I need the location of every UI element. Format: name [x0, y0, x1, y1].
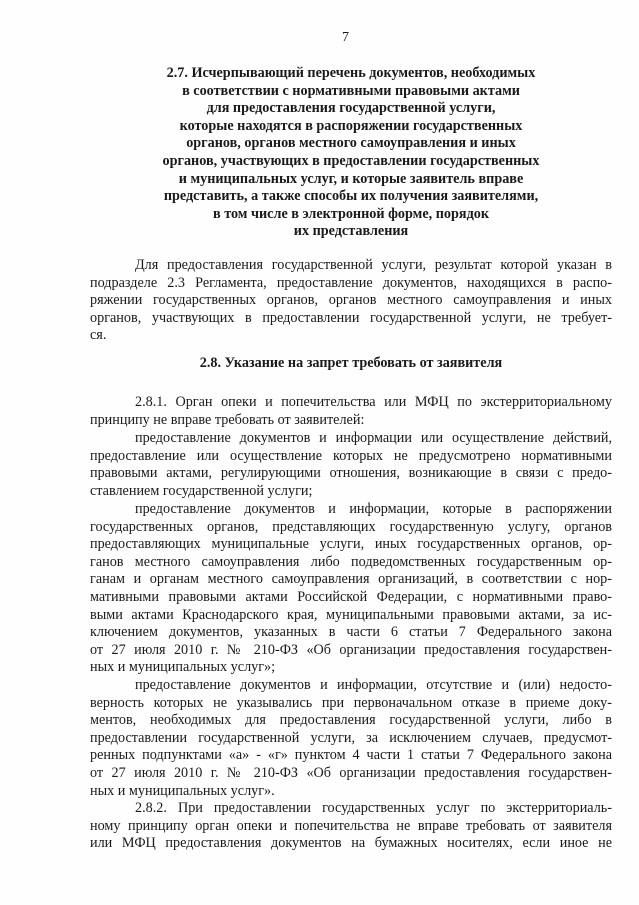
text-line: 2.8.1. Орган опеки и попечительства или МФЦ по экстерриториальному [135, 394, 612, 410]
text-line: ных и муниципальных услуг»; [90, 659, 276, 676]
heading-line: 2.8. Указание на запрет требовать от заявителя [199, 355, 503, 371]
heading-line: в соответствии с нормативными правовыми актами [182, 82, 520, 99]
paragraph-2-8-2 [90, 800, 612, 853]
text-line: или МФЦ предоставления документов на бумажных носителях, если иное не [90, 835, 612, 852]
text-line: Для предоставления государственной услуги, результат которой указан в [135, 257, 612, 273]
text-line: правовыми актами, регулирующими отношения, возникающие в связи с предо- [90, 465, 612, 482]
text-line: предоставление документов и информации, которые в распоряжении [135, 501, 612, 517]
text-line: ганов местного самоуправления либо подведомственных государственным ор- [90, 553, 612, 570]
text-line: ся. [90, 327, 107, 344]
section-2-7-heading [90, 65, 612, 241]
text-line: от 27 июля 2010 г. № 210-ФЗ «Об организации предоставления государствен- [90, 641, 612, 658]
text-line: ментов, необходимых для предоставления государственной услуги, либо в [90, 712, 612, 729]
list-paragraph-3 [90, 677, 612, 800]
text-line: мативными правовыми актами Российской Федерации, с нормативными право- [90, 588, 612, 605]
paragraph-2-8-1 [90, 394, 612, 429]
page-number: 7 [342, 30, 349, 45]
heading-line: в том числе в электронной форме, порядок [212, 205, 490, 222]
text-line: предоставление документов и информации или осуществление действий, [135, 430, 612, 446]
text-line: 2.8.2. При предоставлении государственных услуг по экстерриториаль- [135, 800, 612, 816]
text-line: органов, участвующих в предоставлении государственной услуги, не требует- [90, 309, 612, 326]
text-line: предоставление или осуществление которых не предусмотрено нормативными [90, 447, 612, 464]
text-line: принципу не вправе требовать от заявителей: [90, 411, 365, 428]
text-line: предоставлении государственной услуги, за исключением случаев, предусмот- [90, 729, 612, 746]
section-2-7-paragraph [90, 257, 612, 345]
text-line: ряжении государственных органов, органов местного самоуправления и иных [90, 292, 612, 309]
text-line: предоставляющих муниципальные услуги, иных государственных органов, ор- [90, 536, 612, 553]
heading-line: органов, органов местного самоуправления и иных [186, 135, 516, 152]
section-2-8-heading [90, 355, 612, 373]
heading-line: представить, а также способы их получения заявителями, [163, 188, 539, 205]
text-line: выми актами Краснодарского края, муниципальными правовыми актами, за ис- [90, 606, 612, 623]
text-line: ключением документов, указанных в части 6 статьи 7 Федерального закона [90, 624, 612, 641]
text-line: ганам и органам местного самоуправления организаций, в соответствии с нор- [90, 571, 612, 588]
text-line: предоставление документов и информации, отсутствие и (или) недосто- [135, 677, 612, 693]
heading-line: и муниципальных услуг, и которые заявитель вправе [178, 170, 524, 187]
text-line: ставлением государственной услуги; [90, 482, 313, 499]
text-line: ному принципу орган опеки и попечительства не вправе требовать от заявителя [90, 817, 612, 834]
heading-line: 2.7. Исчерпывающий перечень документов, необходимых [166, 65, 536, 81]
heading-line: для предоставления государственной услуги, [206, 100, 496, 117]
text-line: от 27 июля 2010 г. № 210-ФЗ «Об организации предоставления государствен- [90, 764, 612, 781]
text-line: верность которых не указывались при первоначальном отказе в приеме доку- [90, 694, 612, 711]
heading-line: которые находятся в распоряжении государственных [179, 117, 523, 134]
heading-line: органов, участвующих в предоставлении государственных [162, 152, 540, 169]
text-line: подразделе 2.3 Регламента, предоставление документов, находящихся в распо- [90, 274, 612, 291]
text-line: ренных подпунктами «а» - «г» пунктом 4 части 1 статьи 7 Федерального закона [90, 747, 612, 764]
heading-line: их представления [293, 223, 409, 240]
text-line: ных и муниципальных услуг». [90, 782, 275, 799]
list-paragraph-1 [90, 430, 612, 500]
text-line: государственных органов, представляющих государственную услугу, органов [90, 518, 612, 535]
list-paragraph-2 [90, 501, 612, 677]
